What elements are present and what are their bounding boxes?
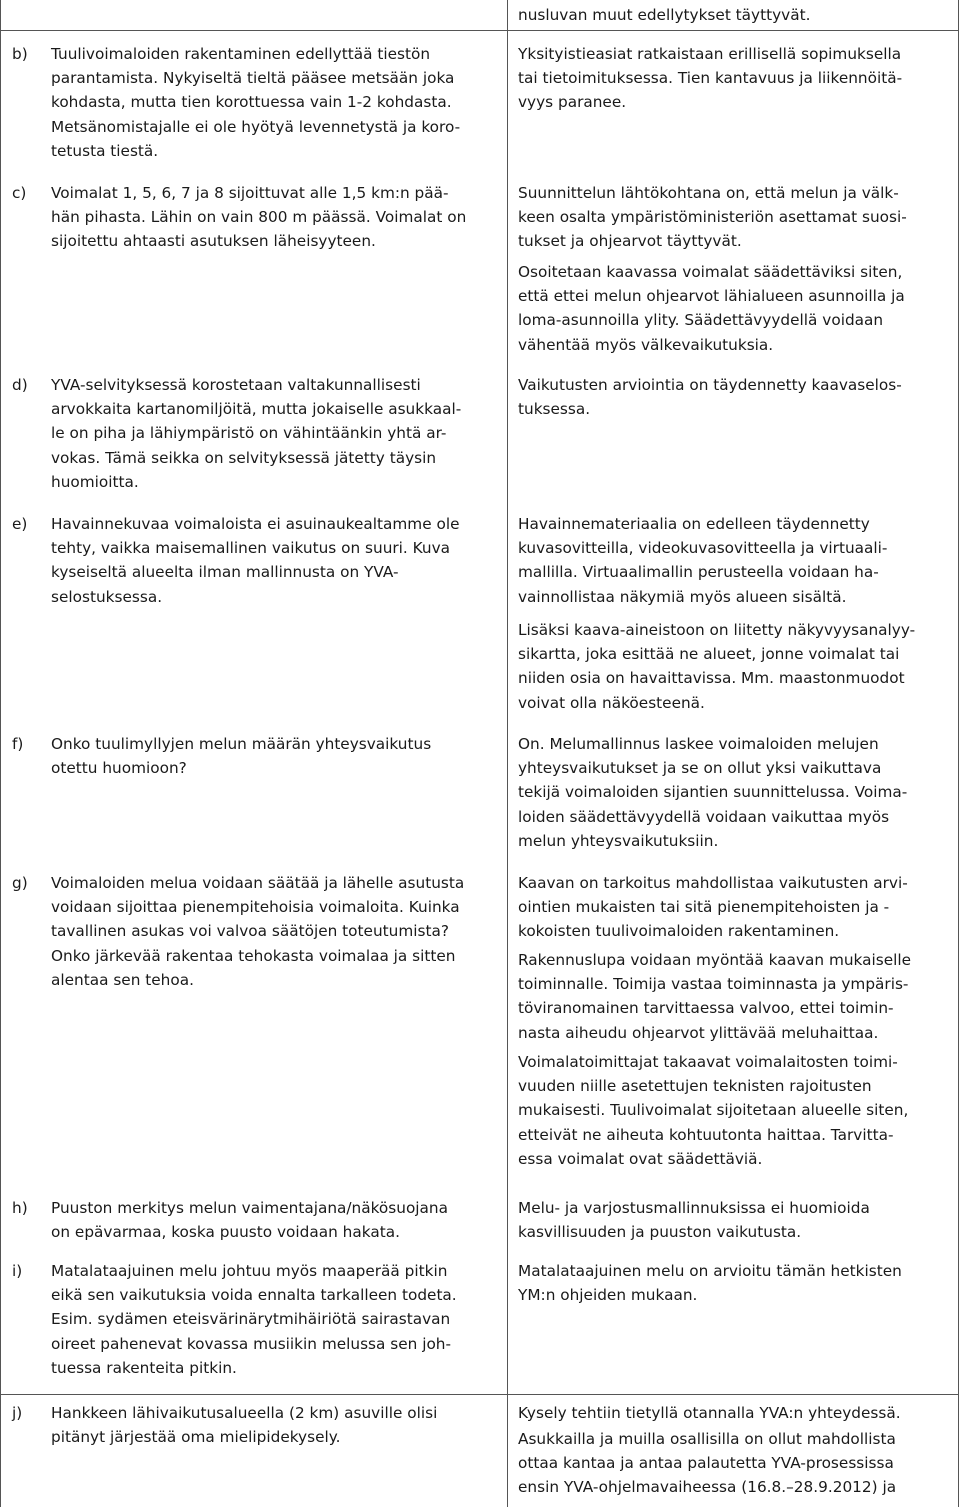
row-divider (0, 1394, 959, 1395)
question-text (51, 732, 506, 780)
item-label: b) (12, 45, 28, 63)
text-line: YM:n ohjeiden mukaan. (518, 1286, 698, 1305)
item-label: d) (12, 376, 28, 394)
question-text (51, 1196, 506, 1244)
text-line: Tuulivoimaloiden rakentaminen edellyttää tiestön (51, 45, 431, 63)
text-line: tetusta tiestä. (51, 141, 159, 160)
question-text (51, 512, 506, 609)
response-paragraph (518, 181, 948, 254)
response-paragraph (518, 618, 948, 715)
text-line: etteivät ne aiheuta kohtuutonta haittaa. Tarvitta- (518, 1125, 894, 1144)
text-line: niiden osia on havaittavissa. Mm. maastonmuodot (518, 669, 905, 688)
text-line: Havainnemateriaalia on edelleen täydennetty (518, 515, 870, 533)
text-line: le on piha ja lähiympäristö on vähintäänkin yhtä ar- (51, 424, 447, 443)
question-text (51, 1401, 506, 1449)
text-line: Matalataajuinen melu johtuu myös maaperää pitkin (51, 1262, 448, 1280)
text-line: voivat olla näköesteenä. (518, 693, 705, 712)
response-paragraph (518, 871, 948, 944)
text-line: Voimalat 1, 5, 6, 7 ja 8 sijoittuvat alle 1,5 km:n pää- (51, 184, 449, 202)
text-line: Kysely tehtiin tietyllä otannalla YVA:n yhteydessä. (518, 1404, 901, 1422)
response-paragraph (518, 42, 948, 115)
text-line: selostuksessa. (51, 587, 163, 606)
text-line: mukaisesti. Tuulivoimalat sijoitetaan alueelle siten, (518, 1101, 909, 1120)
text-line: vokas. Tämä seikka on selvityksessä jätetty täysin (51, 448, 437, 467)
text-line: on epävarmaa, koska puusto voidaan hakata. (51, 1223, 400, 1242)
text-line: Vaikutusten arviointia on täydennetty kaavaselos- (518, 376, 902, 394)
question-text (51, 181, 506, 254)
text-line: mallilla. Virtuaalimallin perusteella voidaan ha- (518, 563, 879, 582)
text-line: kyseiseltä alueelta ilman mallinnusta on YVA- (51, 563, 399, 582)
text-line: Lisäksi kaava-aineistoon on liitetty näkyvyysanalyy- (518, 621, 916, 639)
item-label: i) (12, 1262, 23, 1280)
text-line: Onko järkevää rakentaa tehokasta voimalaa ja sitten (51, 946, 456, 965)
text-line: Hankkeen lähivaikutusalueella (2 km) asuville olisi (51, 1404, 438, 1422)
text-line: vainnollistaa näkymiä myös alueen sisältä. (518, 587, 847, 606)
text-line: loma-asunnoilla ylity. Säädettävyydellä voidaan (518, 311, 884, 330)
text-line: pitänyt järjestää oma mielipidekysely. (51, 1428, 341, 1447)
response-paragraph (518, 1427, 948, 1500)
item-label: e) (12, 515, 28, 533)
text-line: kasvillisuuden ja puuston vaikutusta. (518, 1223, 802, 1242)
continued-text (518, 3, 948, 27)
text-line: tuessa rakenteita pitkin. (51, 1358, 237, 1377)
text-line: eikä sen vaikutuksia voida ennalta tarkalleen todeta. (51, 1286, 457, 1305)
text-line: otettu huomioon? (51, 759, 187, 778)
text-line: Suunnittelun lähtökohtana on, että melun ja välk- (518, 184, 899, 202)
question-text (51, 373, 506, 494)
text-line: On. Melumallinnus laskee voimaloiden melujen (518, 735, 879, 753)
text-line: sijoitettu ahtaasti asutuksen läheisyyteen. (51, 232, 376, 251)
row-divider (0, 30, 959, 31)
response-paragraph (518, 1401, 948, 1425)
text-line: Voimaloiden melua voidaan säätää ja lähelle asutusta (51, 874, 465, 892)
item-label: g) (12, 874, 28, 892)
text-line: kokoisten tuulivoimaloiden rakentaminen. (518, 922, 840, 941)
text-line: Onko tuulimyllyjen melun määrän yhteysvaikutus (51, 735, 432, 753)
continued-line: nusluvan muut edellytykset täyttyvät. (518, 6, 811, 24)
text-line: tuksessa. (518, 400, 591, 419)
text-line: oireet pahenevat kovassa musiikin melussa sen joh- (51, 1334, 452, 1353)
response-paragraph (518, 1196, 948, 1244)
text-line: Osoitetaan kaavassa voimalat säädettäviksi siten, (518, 263, 903, 281)
text-line: ensin YVA-ohjelmavaiheessa (16.8.–28.9.2012) ja (518, 1478, 897, 1497)
table-border-right (958, 0, 959, 1507)
item-label: f) (12, 735, 24, 753)
text-line: Asukkailla ja muilla osallisilla on ollut mahdollista (518, 1430, 896, 1448)
text-line: sikartta, joka esittää ne alueet, jonne voimalat tai (518, 645, 900, 664)
question-text (51, 871, 506, 992)
response-paragraph (518, 732, 948, 853)
table-border-left (0, 0, 1, 1507)
text-line: Voimalatoimittajat takaavat voimalaitosten toimi- (518, 1053, 898, 1071)
table-column-divider (507, 0, 508, 1507)
text-line: essa voimalat ovat säädettäviä. (518, 1149, 763, 1168)
text-line: Matalataajuinen melu on arvioitu tämän hetkisten (518, 1262, 902, 1280)
text-line: tekijä voimaloiden sijantien suunnittelussa. Voima- (518, 783, 908, 802)
text-line: ottaa kantaa ja antaa palautetta YVA-prosessissa (518, 1454, 894, 1473)
text-line: kohdasta, mutta tien korottuessa vain 1-2 kohdasta. (51, 93, 452, 112)
text-line: tehty, vaikka maisemallinen vaikutus on suuri. Kuva (51, 539, 451, 558)
text-line: hän pihasta. Lähin on vain 800 m päässä. Voimalat on (51, 208, 467, 227)
text-line: melun yhteysvaikutuksiin. (518, 831, 719, 850)
text-line: nasta aiheudu ohjearvot ylittävää meluhaittaa. (518, 1023, 879, 1042)
response-paragraph (518, 512, 948, 609)
text-line: tai tietoimituksessa. Tien kantavuus ja liikennöitä- (518, 69, 903, 88)
text-line: Rakennuslupa voidaan myöntää kaavan mukaiselle (518, 951, 912, 969)
text-line: töviranomainen tarvittaessa valvoo, ettei toimin- (518, 999, 894, 1018)
text-line: vuuden niille asetettujen teknisten rajoitusten (518, 1077, 872, 1096)
text-line: vähentää myös välkevaikutuksia. (518, 335, 774, 354)
text-line: vyys paranee. (518, 93, 627, 112)
response-paragraph (518, 1259, 948, 1307)
question-text (51, 42, 506, 163)
text-line: voidaan sijoittaa pienempitehoisia voimaloita. Kuinka (51, 898, 460, 917)
text-line: yhteysvaikutukset ja se on ollut yksi vaikuttava (518, 759, 882, 778)
item-label: h) (12, 1199, 28, 1217)
response-paragraph (518, 1050, 948, 1171)
text-line: ointien mukaisten tai sitä pienempitehoisten ja - (518, 898, 890, 917)
item-label: j) (12, 1404, 23, 1422)
text-line: parantamista. Nykyiseltä tieltä pääsee metsään joka (51, 69, 455, 88)
text-line: toiminnalle. Toimija vastaa toiminnasta ja ympäris- (518, 975, 909, 994)
text-line: YVA-selvityksessä korostetaan valtakunnallisesti (51, 376, 421, 394)
text-line: Yksityistieasiat ratkaistaan erillisellä sopimuksella (518, 45, 902, 63)
text-line: tukset ja ohjearvot täyttyvät. (518, 232, 742, 251)
text-line: Esim. sydämen eteisvärinärytmihäiriötä sairastavan (51, 1310, 451, 1329)
response-paragraph (518, 260, 948, 357)
text-line: Metsänomistajalle ei ole hyötyä levennetystä ja koro- (51, 117, 461, 136)
text-line: Melu- ja varjostusmallinnuksissa ei huomioida (518, 1199, 870, 1217)
text-line: tavallinen asukas voi valvoa säätöjen toteutumista? (51, 922, 449, 941)
text-line: Puuston merkitys melun vaimentajana/näkösuojana (51, 1199, 448, 1217)
text-line: Kaavan on tarkoitus mahdollistaa vaikutusten arvi- (518, 874, 908, 892)
item-label: c) (12, 184, 27, 202)
text-line: keen osalta ympäristöministeriön asettamat suosi- (518, 208, 907, 227)
text-line: Havainnekuvaa voimaloista ei asuinaukealtamme ole (51, 515, 460, 533)
response-paragraph (518, 948, 948, 1045)
question-text (51, 1259, 506, 1380)
text-line: että ettei melun ohjearvot lähialueen asunnoilla ja (518, 287, 905, 306)
text-line: alentaa sen tehoa. (51, 970, 194, 989)
text-line: huomioitta. (51, 472, 139, 491)
response-paragraph (518, 373, 948, 421)
text-line: kuvasovitteilla, videokuvasovitteella ja virtuaali- (518, 539, 888, 558)
text-line: loiden säädettävyydellä voidaan vaikuttaa myös (518, 807, 890, 826)
text-line: arvokkaita kartanomiljöitä, mutta jokaiselle asukkaal- (51, 400, 462, 419)
